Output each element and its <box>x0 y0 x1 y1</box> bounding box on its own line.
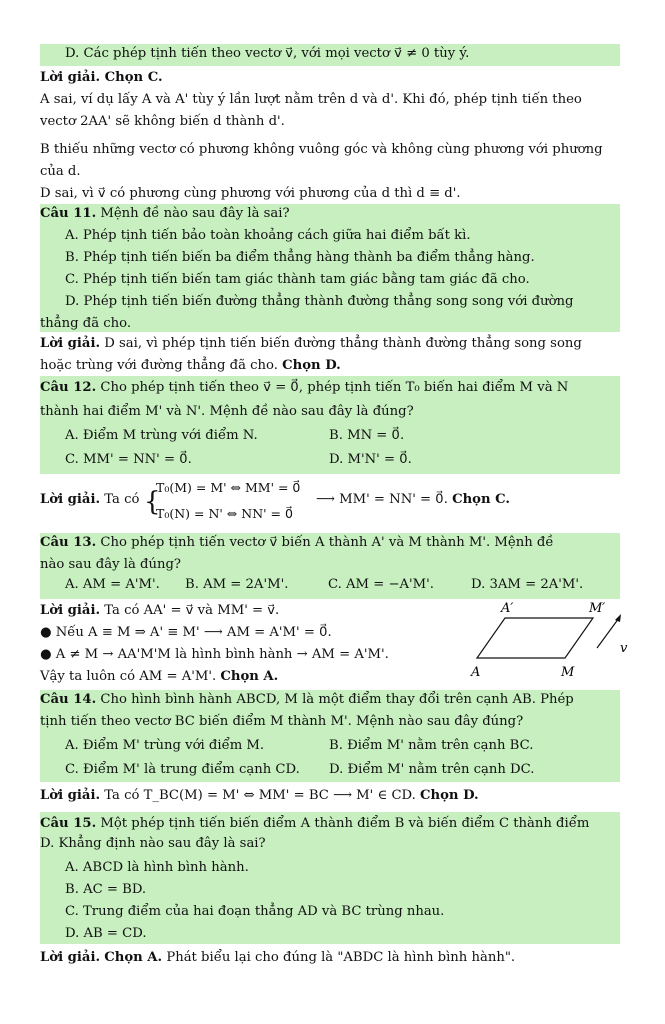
q14-option-a: A. Điểm M' trùng với điểm M. <box>65 738 265 753</box>
q13-option-a: A. AM = A'M'. <box>65 577 160 592</box>
q11-box <box>40 204 620 332</box>
q14-solution-text: Lời giải. Ta có T_BC(M) = M' ⇔ MM' = BC ⟶ M' ∈ CD. Chọn D. <box>40 788 479 803</box>
q13-bullet2: ● A ≠ M → AA'M'M là hình bình hành → AM = A'M'. <box>40 647 389 662</box>
parallelogram-shape <box>477 618 593 658</box>
vector-v-line <box>597 618 619 648</box>
parallelogram-figure <box>465 600 635 688</box>
q14-options-row1 <box>40 736 620 760</box>
q12-option-b: B. MN = 0⃗. <box>329 428 405 443</box>
q14-option-c: C. Điểm M' là trung điểm cạnh CD. <box>65 762 300 777</box>
q12-system-eq2: T₀(N) = N' ⇔ NN' = 0⃗ <box>156 506 293 521</box>
q12-options-row1 <box>40 426 620 450</box>
q15-option-a: A. ABCD là hình bình hành. <box>65 860 249 875</box>
q10-solution-b-line2: của d. <box>40 164 81 179</box>
q11-solution-line1: Lời giải. D sai, vì phép tịnh tiến biến đường thẳng thành đường thẳng song song <box>40 336 582 351</box>
q12-stem-line1: Câu 12. Cho phép tịnh tiến theo v⃗ = 0⃗, phép tịnh tiến T₀ biến hai điểm M và N <box>40 380 569 395</box>
q12-solution <box>40 476 620 530</box>
q14-solution <box>40 786 620 808</box>
q14-option-d: D. Điểm M' nằm trên cạnh DC. <box>329 762 535 777</box>
q10-solution-a-line2: vectơ 2AA' sẽ không biến d thành d'. <box>40 114 285 129</box>
q13-option-c: C. AM = −A'M'. <box>328 577 434 592</box>
q11-option-d-line1: D. Phép tịnh tiến biến đường thẳng thành đường thẳng song song với đường <box>65 294 574 309</box>
q13-option-d: D. 3AM = 2A'M'. <box>471 577 584 592</box>
q14-box <box>40 690 620 782</box>
q12-options-row2 <box>40 450 620 474</box>
q13-solution-line1: Lời giải. Ta có AA' = v⃗ và MM' = v⃗. <box>40 603 280 618</box>
q10-solution-b-line1: B thiếu những vectơ có phương không vuông góc và không cùng phương với phương <box>40 142 603 157</box>
q15-option-d: D. AB = CD. <box>65 926 147 941</box>
q15-solution <box>40 948 620 970</box>
q15-solution-text: Lời giải. Chọn A. Phát biểu lại cho đúng là "ABDC là hình bình hành". <box>40 950 516 965</box>
q12-option-a: A. Điểm M trùng với điểm N. <box>65 428 258 443</box>
q12-box <box>40 376 620 474</box>
q14-option-b: B. Điểm M' nằm trên cạnh BC. <box>329 738 534 753</box>
q11-option-b: B. Phép tịnh tiến biến ba điểm thẳng hàng thành ba điểm thẳng hàng. <box>65 250 535 265</box>
q12-solution-suffix: ⟶ MM' = NN' = 0⃗. Chọn C. <box>316 492 510 507</box>
q13-solution-end: Vậy ta luôn có AM = A'M'. Chọn A. <box>40 669 279 684</box>
q12-solution-prefix: Lời giải. Ta có <box>40 492 140 507</box>
q10-solution-d: D sai, vì v⃗ có phương cùng phương với phương của d thì d ≡ d'. <box>40 186 461 201</box>
q15-option-b: B. AC = BD. <box>65 882 147 897</box>
q12-system-brace: { <box>144 487 161 517</box>
fig-label-M: M <box>561 665 575 680</box>
q11-option-d-line2: thẳng đã cho. <box>40 316 132 331</box>
q13-box <box>40 533 620 599</box>
q15-option-c: C. Trung điểm của hai đoạn thẳng AD và BC trùng nhau. <box>65 904 445 919</box>
q14-stem-line1: Câu 14. Cho hình bình hành ABCD, M là một điểm thay đổi trên cạnh AB. Phép <box>40 692 574 707</box>
q14-stem-line2: tịnh tiến theo vectơ BC biến điểm M thành M'. Mệnh nào sau đây đúng? <box>40 714 524 729</box>
q15-box <box>40 812 620 944</box>
q11-stem <box>40 204 620 226</box>
fig-label-A: A <box>471 665 481 680</box>
q11-solution <box>40 334 620 378</box>
q11-stem-text: Câu 11. Mệnh đề nào sau đây là sai? <box>40 206 290 221</box>
fig-label-A-prime: A′ <box>501 601 514 616</box>
q13-bullet1: ● Nếu A ≡ M ⇒ A' ≡ M' ⟶ AM = A'M' = 0⃗. <box>40 625 332 640</box>
q10-option-d-box <box>40 44 620 66</box>
q13-stem-line1: Câu 13. Cho phép tịnh tiến vectơ v⃗ biến A thành A' và M thành M'. Mệnh đề <box>40 535 554 550</box>
q10-solution <box>40 68 620 206</box>
q11-option-a: A. Phép tịnh tiến bảo toàn khoảng cách giữa hai điểm bất kì. <box>65 228 471 243</box>
q12-system-eq1: T₀(M) = M' ⇔ MM' = 0⃗ <box>156 480 301 495</box>
q15-stem-line2: D. Khẳng định nào sau đây là sai? <box>40 836 266 851</box>
vector-v-arrowhead <box>615 614 621 622</box>
q13-option-b: B. AM = 2A'M'. <box>185 577 289 592</box>
q13-stem-line2: nào sau đây là đúng? <box>40 557 181 572</box>
q10-solution-a-line1: A sai, ví dụ lấy A và A' tùy ý lần lượt nằm trên d và d'. Khi đó, phép tịnh tiến theo <box>40 92 582 107</box>
q10-option-d: D. Các phép tịnh tiến theo vectơ v⃗, với mọi vectơ v⃗ ≠ 0 tùy ý. <box>65 46 470 61</box>
q12-option-d: D. M'N' = 0⃗. <box>329 452 412 467</box>
q14-options-row2 <box>40 760 620 782</box>
q15-stem-line1: Câu 15. Một phép tịnh tiến biến điểm A thành điểm B và biến điểm C thành điểm <box>40 816 590 831</box>
q11-solution-line2: hoặc trùng với đường thẳng đã cho. Chọn D. <box>40 358 341 373</box>
q11-option-c: C. Phép tịnh tiến biến tam giác thành tam giác bằng tam giác đã cho. <box>65 272 530 287</box>
q12-option-c: C. MM' = NN' = 0⃗. <box>65 452 192 467</box>
fig-label-v: v <box>620 641 628 656</box>
q13-options <box>40 575 620 599</box>
fig-label-M-prime: M′ <box>589 601 606 616</box>
q12-stem-line2: thành hai điểm M' và N'. Mệnh đề nào sau đây là đúng? <box>40 404 414 419</box>
q10-solution-head: Lời giải. Chọn C. <box>40 70 163 85</box>
